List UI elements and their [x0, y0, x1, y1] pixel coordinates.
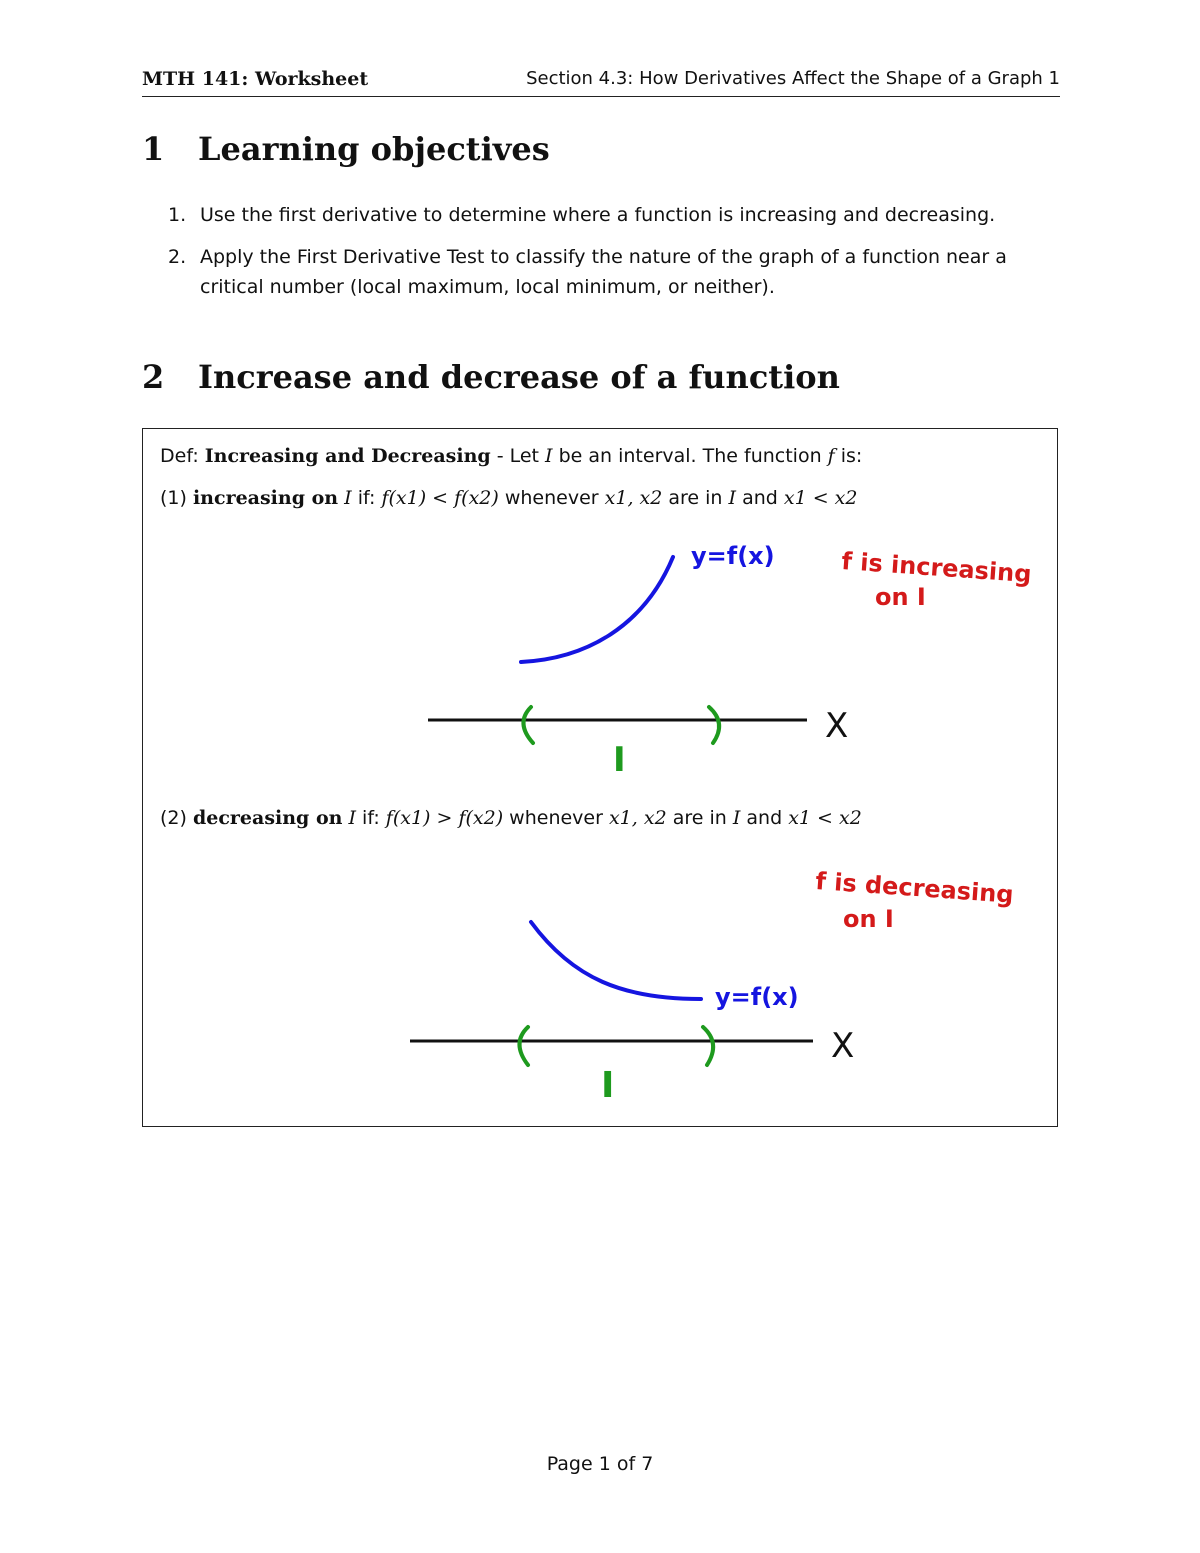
list-item [168, 242, 1063, 302]
note-line-2: on I [875, 583, 926, 611]
list-marker: 2. [168, 246, 187, 268]
interval-variable: I [348, 807, 356, 829]
are-in-text: are in [672, 807, 727, 829]
order-formula: x1 < x2 [783, 487, 858, 509]
def-term: Increasing and Decreasing [204, 445, 491, 467]
whenever-text: whenever [504, 487, 599, 509]
curve-label: y=f(x) [691, 542, 775, 570]
note-line-1: f is increasing [840, 547, 1033, 589]
condition-formula: f(x1) < f(x2) [381, 487, 499, 509]
section-number: 1 [142, 130, 165, 168]
if-text: if: [357, 487, 376, 509]
section-number: 2 [142, 358, 165, 396]
def-dash: - Let [490, 445, 546, 467]
axis-label: X [831, 1026, 855, 1066]
definition-box [142, 428, 1058, 1127]
def-mid: be an interval. The function [552, 445, 828, 467]
list-marker: 1. [168, 204, 187, 226]
page-header [142, 66, 1060, 97]
variables-formula: x1, x2 [608, 807, 667, 829]
variables-formula: x1, x2 [604, 487, 663, 509]
section-title-text: Increase and decrease of a function [198, 358, 840, 396]
curve-label: y=f(x) [715, 983, 799, 1011]
and-text: and [746, 807, 783, 829]
interval-label: I [601, 1065, 615, 1106]
list-item-text: Apply the First Derivative Test to classify the nature of the graph of a function near a critical number (local maximum, local minimum, or neither). [200, 246, 1007, 298]
interval-variable: I [732, 807, 741, 829]
order-formula: x1 < x2 [788, 807, 862, 829]
page-number: Page 1 of 7 [546, 1453, 654, 1475]
decreasing-curve [531, 922, 701, 999]
part-marker: (1) [160, 487, 187, 509]
section-title-text: Learning objectives [198, 130, 550, 168]
part-marker: (2) [160, 807, 187, 829]
list-item-text: Use the first derivative to determine where a function is increasing and decreasing. [200, 204, 996, 226]
objectives-list [168, 200, 1063, 314]
part-term: decreasing on [192, 807, 343, 829]
decreasing-sketch [143, 429, 1057, 1126]
page-footer [0, 1453, 1200, 1475]
section-heading-2 [142, 358, 840, 396]
section-heading-1 [142, 130, 550, 168]
left-parenthesis [520, 1027, 529, 1065]
interval-variable: I [545, 445, 553, 467]
def-prefix: Def: [160, 445, 199, 467]
interval-label: I [613, 740, 626, 780]
are-in-text: are in [668, 487, 723, 509]
interval-variable: I [344, 487, 352, 509]
condition-formula: f(x1) > f(x2) [385, 807, 504, 829]
whenever-text: whenever [509, 807, 603, 829]
course-title: MTH 141: Worksheet [142, 68, 369, 90]
section-reference: Section 4.3: How Derivatives Affect the Shape of a Graph 1 [526, 68, 1060, 89]
right-parenthesis [703, 1027, 713, 1065]
function-variable: f [827, 445, 835, 467]
part-term: increasing on [192, 487, 339, 509]
list-item [168, 200, 1063, 230]
def-end: is: [834, 445, 863, 467]
interval-variable: I [728, 487, 737, 509]
if-text: if: [362, 807, 380, 829]
axis-label: X [825, 706, 849, 746]
note-line-2: on I [843, 905, 894, 933]
and-text: and [742, 487, 778, 509]
note-line-1: f is decreasing [814, 867, 1015, 909]
